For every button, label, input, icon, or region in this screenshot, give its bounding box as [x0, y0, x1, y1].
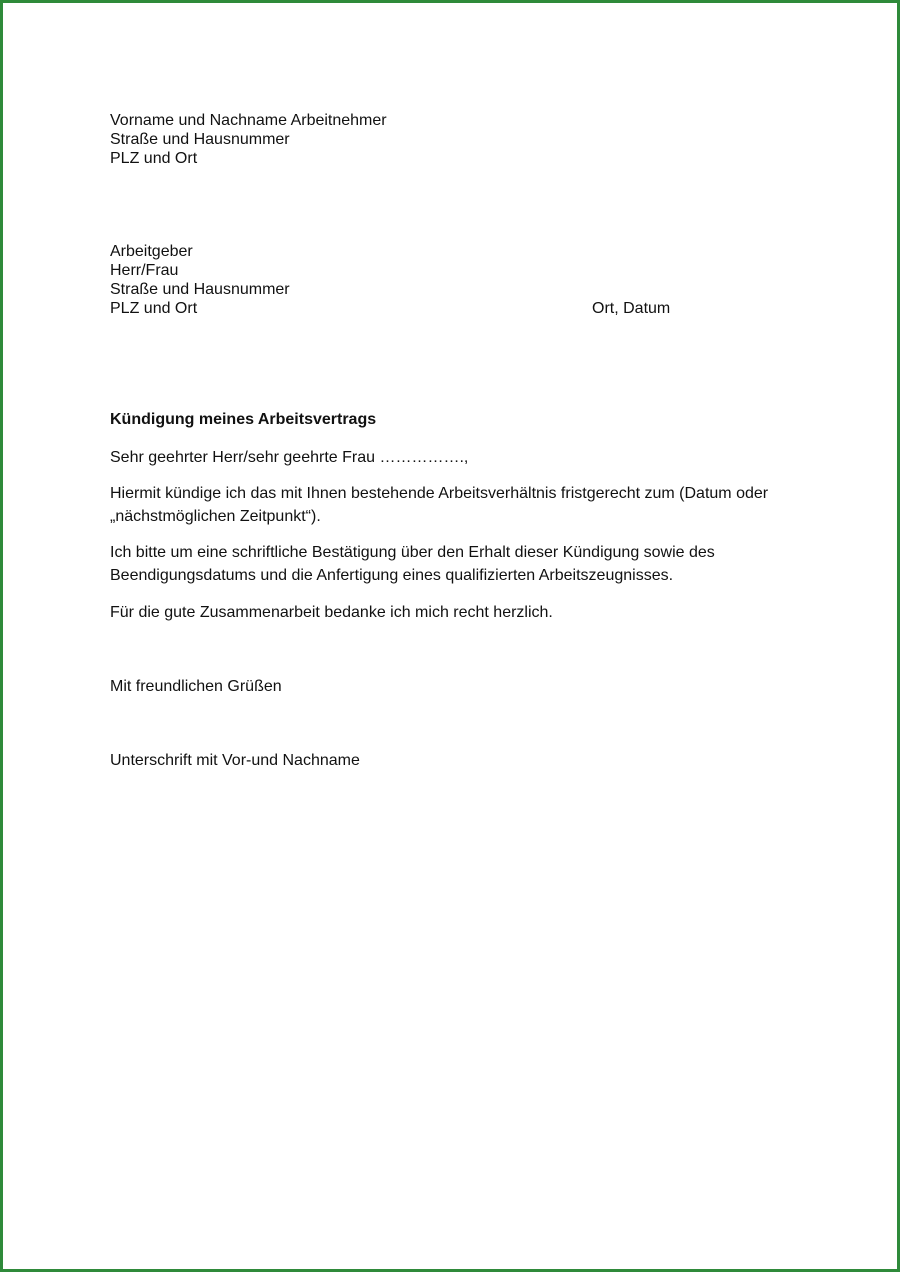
body-paragraph-2-line-2: Beendigungsdatums und die Anfertigung eines qualifizierten Arbeitszeugnisses.	[110, 566, 674, 584]
recipient-street: Straße und Hausnummer	[110, 281, 290, 298]
sender-address	[110, 111, 387, 168]
recipient-salutation: Herr/Frau	[110, 262, 179, 279]
body-paragraph-3: Für die gute Zusammenarbeit bedanke ich mich recht herzlich.	[110, 604, 553, 621]
recipient-address	[110, 242, 290, 318]
letter-closing: Mit freundlichen Grüßen	[110, 678, 282, 695]
letter-subject: Kündigung meines Arbeitsvertrags	[110, 411, 377, 428]
sender-city: PLZ und Ort	[110, 150, 198, 167]
body-paragraph-2-line-1: Ich bitte um eine schriftliche Bestätigung über den Erhalt dieser Kündigung sowie des	[110, 544, 715, 561]
sender-name: Vorname und Nachname Arbeitnehmer	[110, 112, 387, 129]
letter-greeting: Sehr geehrter Herr/sehr geehrte Frau …………….,	[110, 449, 469, 466]
body-paragraph-1-line-2: „nächstmöglichen Zeitpunkt“).	[110, 507, 321, 525]
place-date: Ort, Datum	[592, 300, 671, 317]
body-paragraph-1	[110, 483, 810, 528]
body-paragraph-1-line-1: Hiermit kündige ich das mit Ihnen bestehende Arbeitsverhältnis fristgerecht zum (Datum oder	[110, 485, 769, 502]
recipient-company: Arbeitgeber	[110, 243, 193, 260]
signature-line: Unterschrift mit Vor-und Nachname	[110, 752, 360, 769]
recipient-city: PLZ und Ort	[110, 300, 198, 317]
body-paragraph-2	[110, 542, 810, 587]
sender-street: Straße und Hausnummer	[110, 131, 290, 148]
